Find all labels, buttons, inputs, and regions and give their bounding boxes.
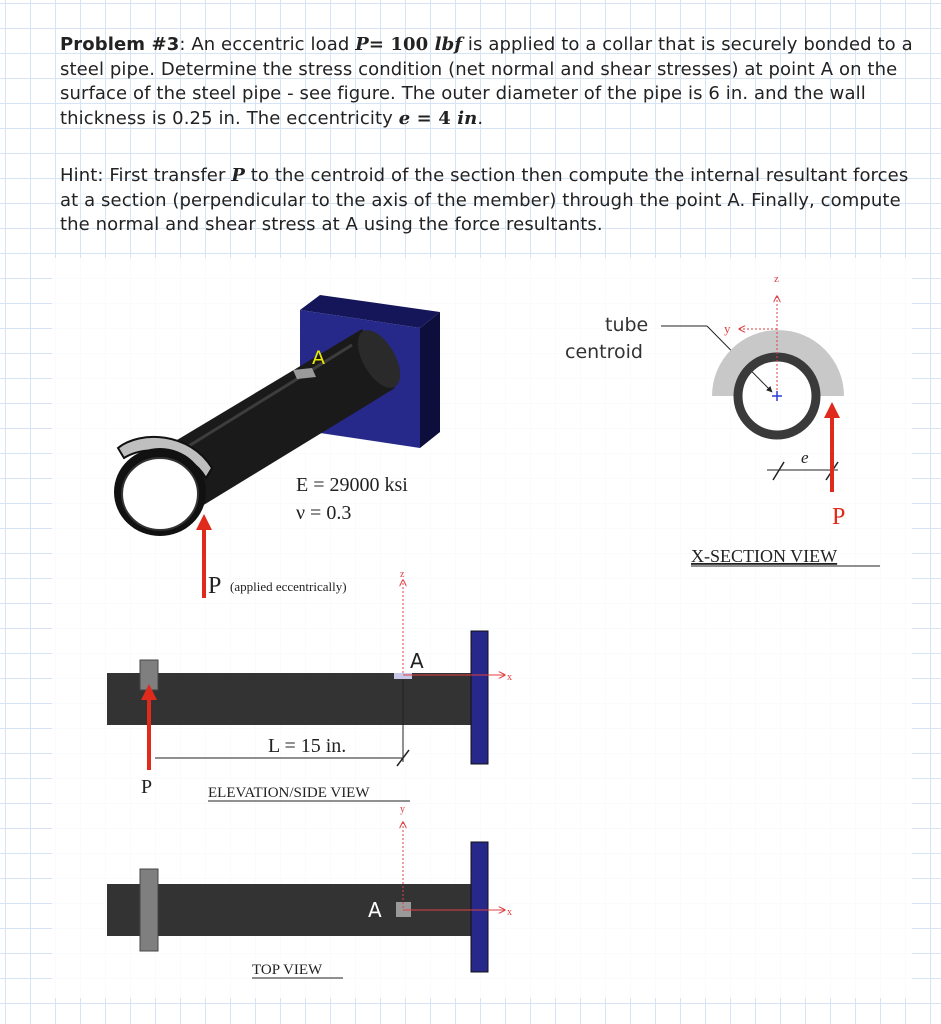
elev-point-a-label: A [410, 649, 424, 673]
problem-label: Problem #3 [60, 34, 180, 55]
elev-length-label: L = 15 in. [268, 735, 347, 757]
hint-text-2: to the centroid of the section then compute the internal resultant forces at a section (perpendicular to the axis of the member) through the point A. Finally, compute the normal and shear stress at A using the force resultants. [60, 165, 909, 236]
top-point-a-label: A [368, 898, 382, 922]
xsec-load-label: P [832, 504, 846, 530]
elev-z-label: z [400, 569, 405, 580]
iso-wall-right [420, 312, 440, 448]
elev-point-a-marker [394, 673, 412, 679]
iso-modulus: E = 29000 ksi [296, 474, 408, 496]
eccentricity-symbol: e [398, 107, 411, 129]
load-symbol: P [355, 34, 369, 55]
elev-load-label: P [141, 776, 153, 798]
hint-text-1: Hint: First transfer [60, 165, 232, 186]
xsec-ecc-label: e [801, 448, 809, 467]
iso-point-a-label: A [312, 347, 325, 369]
xsec-title: X-SECTION VIEW [691, 546, 838, 566]
iso-load-label: P [208, 573, 222, 599]
xsec-z-label: z [774, 273, 779, 285]
load-value: = 100 [368, 34, 435, 55]
xsec-tube-label: tube [605, 314, 649, 336]
top-collar [140, 869, 158, 951]
top-y-label: y [400, 804, 405, 815]
eccentricity-unit: in [457, 107, 478, 129]
elev-wall [471, 631, 488, 764]
xsec-centroid-label: centroid [565, 341, 643, 363]
load-unit: lbf [434, 34, 463, 55]
problem-text-2: is applied to a collar that is securely bonded to a steel pipe. Determine the stress condition (net normal and shear stresses) at point A on the surface of the steel pipe - see figure. The outer diameter of the pipe is 6 in. and the wall thickness is 0.25 in. The eccentricity [60, 34, 913, 129]
elev-title: ELEVATION/SIDE VIEW [208, 785, 370, 801]
elev-x-label: x [507, 672, 512, 683]
iso-point-a-marker [293, 368, 316, 379]
top-wall [471, 842, 488, 972]
hint-symbol: P [231, 165, 245, 186]
elev-collar [140, 660, 158, 690]
problem-text-end: . [477, 107, 484, 129]
iso-poisson: ν = 0.3 [296, 502, 352, 524]
elev-beam [107, 673, 472, 725]
top-x-label: x [507, 907, 512, 918]
problem-text-1: : An eccentric load [179, 34, 356, 55]
eccentricity-value: = 4 [410, 107, 458, 129]
top-title: TOP VIEW [252, 962, 323, 978]
iso-load-note: (applied eccentrically) [230, 579, 347, 594]
xsec-y-label: y [724, 321, 731, 336]
